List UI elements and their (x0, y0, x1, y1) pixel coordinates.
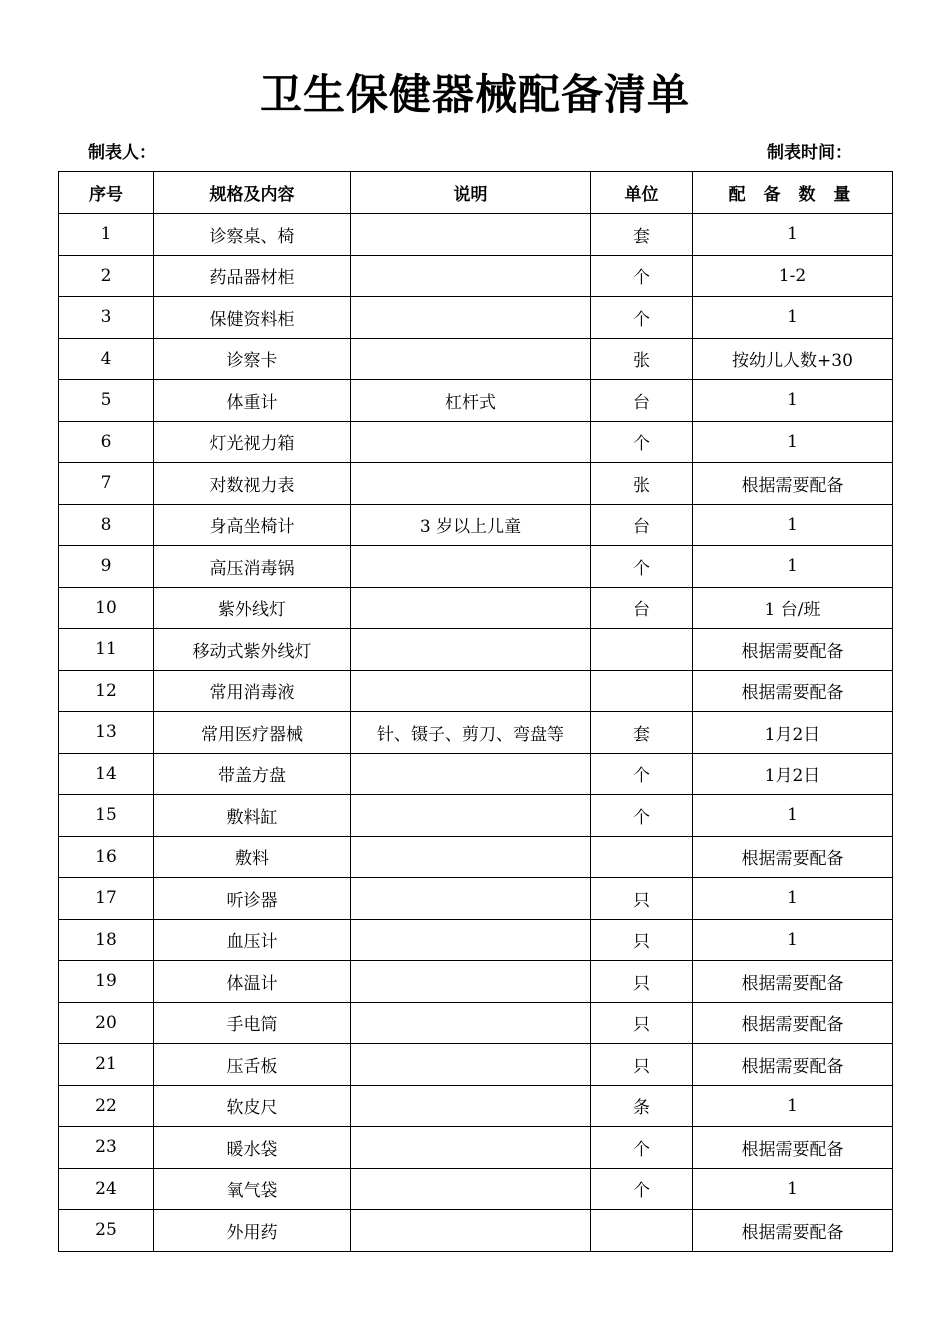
cell-note (351, 338, 591, 380)
cell-unit: 个 (591, 1127, 693, 1169)
cell-quantity: 根据需要配备 (693, 629, 893, 671)
preparer-label: 制表人： (88, 143, 156, 163)
cell-unit: 张 (591, 463, 693, 505)
cell-quantity: 1-2 (693, 255, 893, 297)
table-row (59, 546, 893, 588)
cell-unit: 套 (591, 214, 693, 256)
cell-unit: 个 (591, 255, 693, 297)
table-row (59, 753, 893, 795)
cell-spec: 对数视力表 (154, 463, 351, 505)
cell-note (351, 753, 591, 795)
cell-spec: 常用消毒液 (154, 670, 351, 712)
cell-note: 杠杆式 (351, 380, 591, 422)
cell-quantity: 按幼儿人数+30 (693, 338, 893, 380)
table-row (59, 587, 893, 629)
cell-note (351, 670, 591, 712)
header-unit: 单位 (591, 172, 693, 214)
cell-note (351, 919, 591, 961)
equipment-table (58, 171, 893, 1252)
cell-index: 17 (59, 878, 154, 920)
cell-index: 20 (59, 1002, 154, 1044)
cell-index: 13 (59, 712, 154, 754)
table-row (59, 1168, 893, 1210)
cell-index: 1 (59, 214, 154, 256)
cell-unit: 只 (591, 919, 693, 961)
table-row (59, 629, 893, 671)
table-row (59, 878, 893, 920)
cell-quantity: 根据需要配备 (693, 1127, 893, 1169)
cell-unit: 台 (591, 380, 693, 422)
cell-index: 11 (59, 629, 154, 671)
cell-unit: 张 (591, 338, 693, 380)
cell-quantity: 1 (693, 878, 893, 920)
cell-spec: 血压计 (154, 919, 351, 961)
table-row (59, 255, 893, 297)
cell-quantity: 1 (693, 1168, 893, 1210)
header-note: 说明 (351, 172, 591, 214)
cell-spec: 氧气袋 (154, 1168, 351, 1210)
cell-spec: 带盖方盘 (154, 753, 351, 795)
date-label: 制表时间： (767, 143, 852, 163)
cell-note (351, 1127, 591, 1169)
table-row (59, 1127, 893, 1169)
cell-note (351, 1002, 591, 1044)
table-row (59, 463, 893, 505)
cell-index: 5 (59, 380, 154, 422)
cell-quantity: 1 (693, 214, 893, 256)
table-row (59, 380, 893, 422)
cell-spec: 诊察桌、椅 (154, 214, 351, 256)
table-row (59, 1210, 893, 1252)
table-row (59, 1002, 893, 1044)
cell-quantity: 1 (693, 504, 893, 546)
cell-quantity: 根据需要配备 (693, 1210, 893, 1252)
cell-index: 10 (59, 587, 154, 629)
cell-note (351, 1210, 591, 1252)
cell-index: 14 (59, 753, 154, 795)
cell-spec: 敷料 (154, 836, 351, 878)
cell-spec: 体重计 (154, 380, 351, 422)
cell-unit: 只 (591, 1002, 693, 1044)
cell-spec: 压舌板 (154, 1044, 351, 1086)
cell-index: 8 (59, 504, 154, 546)
cell-unit: 只 (591, 878, 693, 920)
cell-note (351, 795, 591, 837)
cell-note (351, 421, 591, 463)
cell-quantity: 1 台/班 (693, 587, 893, 629)
cell-note: 针、镊子、剪刀、弯盘等 (351, 712, 591, 754)
cell-quantity: 1 (693, 1085, 893, 1127)
cell-spec: 紫外线灯 (154, 587, 351, 629)
cell-unit (591, 629, 693, 671)
cell-unit: 台 (591, 504, 693, 546)
cell-note (351, 546, 591, 588)
cell-note (351, 878, 591, 920)
cell-spec: 敷料缸 (154, 795, 351, 837)
cell-spec: 体温计 (154, 961, 351, 1003)
cell-quantity: 根据需要配备 (693, 463, 893, 505)
table-row (59, 919, 893, 961)
cell-note (351, 255, 591, 297)
cell-index: 7 (59, 463, 154, 505)
cell-spec: 高压消毒锅 (154, 546, 351, 588)
cell-quantity: 根据需要配备 (693, 961, 893, 1003)
page-title: 卫生保健器械配备清单 (259, 70, 690, 119)
cell-quantity: 1 (693, 795, 893, 837)
cell-unit: 台 (591, 587, 693, 629)
table-header-row (59, 172, 893, 214)
cell-index: 25 (59, 1210, 154, 1252)
table-row (59, 670, 893, 712)
cell-spec: 身高坐椅计 (154, 504, 351, 546)
cell-spec: 听诊器 (154, 878, 351, 920)
table-row (59, 836, 893, 878)
cell-unit: 只 (591, 961, 693, 1003)
cell-spec: 灯光视力箱 (154, 421, 351, 463)
cell-index: 4 (59, 338, 154, 380)
cell-quantity: 根据需要配备 (693, 1044, 893, 1086)
cell-unit: 个 (591, 795, 693, 837)
cell-unit: 个 (591, 546, 693, 588)
cell-unit (591, 1210, 693, 1252)
table-row (59, 421, 893, 463)
cell-spec: 保健资料柜 (154, 297, 351, 339)
cell-unit: 套 (591, 712, 693, 754)
table-row (59, 961, 893, 1003)
cell-quantity: 根据需要配备 (693, 670, 893, 712)
cell-unit: 个 (591, 1168, 693, 1210)
cell-index: 24 (59, 1168, 154, 1210)
cell-note (351, 1168, 591, 1210)
cell-note (351, 587, 591, 629)
cell-index: 21 (59, 1044, 154, 1086)
cell-index: 18 (59, 919, 154, 961)
cell-note: 3 岁以上儿童 (351, 504, 591, 546)
table-row (59, 297, 893, 339)
header-quantity: 配 备 数 量 (693, 172, 893, 214)
table-row (59, 1085, 893, 1127)
cell-index: 16 (59, 836, 154, 878)
cell-note (351, 214, 591, 256)
cell-spec: 药品器材柜 (154, 255, 351, 297)
cell-index: 19 (59, 961, 154, 1003)
cell-spec: 移动式紫外线灯 (154, 629, 351, 671)
cell-quantity: 1 (693, 380, 893, 422)
cell-index: 23 (59, 1127, 154, 1169)
cell-quantity: 1 (693, 546, 893, 588)
cell-note (351, 1044, 591, 1086)
cell-index: 2 (59, 255, 154, 297)
cell-note (351, 629, 591, 671)
cell-index: 6 (59, 421, 154, 463)
cell-unit: 个 (591, 421, 693, 463)
cell-unit (591, 670, 693, 712)
cell-note (351, 836, 591, 878)
table-row (59, 712, 893, 754)
cell-unit: 条 (591, 1085, 693, 1127)
cell-quantity: 根据需要配备 (693, 1002, 893, 1044)
cell-index: 3 (59, 297, 154, 339)
cell-quantity: 1 (693, 297, 893, 339)
cell-spec: 常用医疗器械 (154, 712, 351, 754)
table-row (59, 1044, 893, 1086)
cell-index: 15 (59, 795, 154, 837)
table-row (59, 338, 893, 380)
table-body (59, 214, 893, 1252)
cell-index: 9 (59, 546, 154, 588)
cell-unit: 个 (591, 753, 693, 795)
cell-spec: 软皮尺 (154, 1085, 351, 1127)
cell-note (351, 1085, 591, 1127)
cell-spec: 暖水袋 (154, 1127, 351, 1169)
cell-quantity: 1月2日 (693, 753, 893, 795)
cell-quantity: 1 (693, 421, 893, 463)
table-row (59, 795, 893, 837)
cell-note (351, 297, 591, 339)
table-row (59, 214, 893, 256)
cell-index: 12 (59, 670, 154, 712)
cell-quantity: 1 (693, 919, 893, 961)
cell-spec: 外用药 (154, 1210, 351, 1252)
cell-quantity: 根据需要配备 (693, 836, 893, 878)
table-row (59, 504, 893, 546)
cell-note (351, 961, 591, 1003)
cell-spec: 诊察卡 (154, 338, 351, 380)
header-spec: 规格及内容 (154, 172, 351, 214)
cell-quantity: 1月2日 (693, 712, 893, 754)
cell-unit (591, 836, 693, 878)
cell-unit: 只 (591, 1044, 693, 1086)
cell-note (351, 463, 591, 505)
cell-spec: 手电筒 (154, 1002, 351, 1044)
cell-unit: 个 (591, 297, 693, 339)
header-index: 序号 (59, 172, 154, 214)
cell-index: 22 (59, 1085, 154, 1127)
